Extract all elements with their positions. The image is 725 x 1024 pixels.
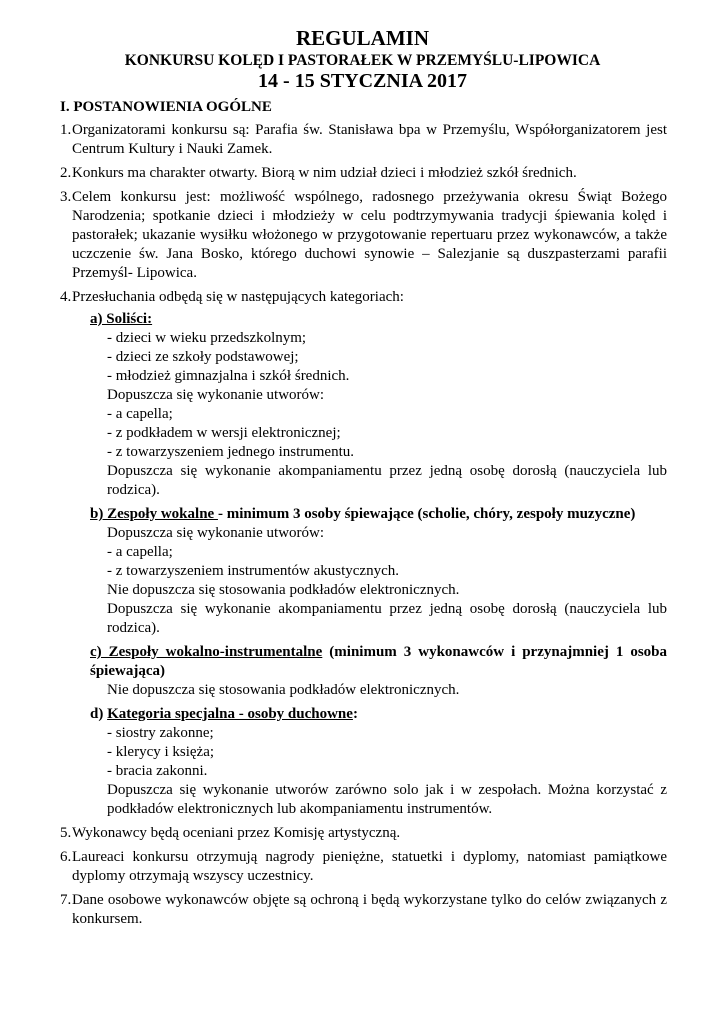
list-item-7 <box>60 891 667 929</box>
category-b-body <box>107 524 667 638</box>
category-c-body <box>107 681 667 700</box>
document-dates: 14 - 15 STYCZNIA 2017 <box>258 70 467 92</box>
list-item-2 <box>60 164 667 183</box>
category-note: Dopuszcza się wykonanie utworów zarówno solo jak i w zespołach. Można korzystać z podkładów elektronicznych lub akompaniamentu instrumentów. <box>107 782 667 817</box>
category-line: Dopuszcza się wykonanie utworów: <box>107 387 325 403</box>
category-line: - bracia zakonni. <box>107 763 208 779</box>
item-text: Celem konkursu jest: możliwość wspólnego, radosnego przeżywania okresu Świąt Bożego Narodzenia; spotkanie dzieci i młodzieży w celu podtrzymywania tradycji śpiewania kolęd i pastorałek; ukazanie wysiłku włożonego w przygotowanie repertuaru przez wykonawców, a także uczczenie św. Jana Bosko, którego duchowi synowie – Salezjanie są duszpasterzami parafii Przemyśl- Lipowica. <box>72 189 667 281</box>
item-number: 6. <box>60 849 72 865</box>
list-item-1 <box>60 121 667 159</box>
category-line: Nie dopuszcza się stosowania podkładów elektronicznych. <box>107 682 460 698</box>
item-text: Wykonawcy będą oceniani przez Komisję artystyczną. <box>72 825 401 841</box>
section-heading: I. POSTANOWIENIA OGÓLNE <box>60 99 272 115</box>
category-line: - dzieci ze szkoły podstawowej; <box>107 349 299 365</box>
list-item-6 <box>60 848 667 886</box>
category-line: - a capella; <box>107 544 173 560</box>
list-item-5 <box>60 824 667 843</box>
item-text: Laureaci konkursu otrzymują nagrody pieniężne, statuetki i dyplomy, natomiast pamiątkowe dyplomy otrzymają wszyscy uczestnicy. <box>72 849 667 884</box>
category-b-title: b) Zespoły wokalne <box>90 506 218 522</box>
category-a-body <box>107 329 667 500</box>
category-a <box>90 310 667 500</box>
category-c-title-rest: (minimum 3 wykonawców i przynajmniej 1 osoba śpiewająca) <box>90 644 668 679</box>
category-line: - młodzież gimnazjalna i szkół średnich. <box>107 368 350 384</box>
document-title: REGULAMIN <box>295 26 429 50</box>
category-d-title-rest: : <box>352 706 358 722</box>
category-line: - siostry zakonne; <box>107 725 214 741</box>
category-note: Dopuszcza się wykonanie akompaniamentu przez jedną osobę dorosłą (nauczyciela lub rodzica). <box>107 463 667 498</box>
category-line: - z podkładem w wersji elektronicznej; <box>107 425 341 441</box>
item-number: 3. <box>60 189 72 205</box>
item-text: Przesłuchania odbędą się w następujących kategoriach: <box>72 289 404 305</box>
category-d-body <box>107 724 667 819</box>
document-body <box>60 121 667 934</box>
document-subtitle: KONKURSU KOLĘD I PASTORAŁEK W PRZEMYŚLU-LIPOWICA <box>124 52 601 69</box>
category-line: Nie dopuszcza się stosowania podkładów elektronicznych. <box>107 582 460 598</box>
category-d <box>90 705 667 819</box>
category-b <box>90 505 667 638</box>
category-a-title: a) Soliści: <box>90 311 153 327</box>
category-line: - klerycy i księża; <box>107 744 215 760</box>
category-line: - z towarzyszeniem jednego instrumentu. <box>107 444 355 460</box>
category-c <box>90 643 667 700</box>
category-b-title-rest: - minimum 3 osoby śpiewające (scholie, chóry, zespoły muzyczne) <box>217 506 636 522</box>
item-text: Konkurs ma charakter otwarty. Biorą w nim udział dzieci i młodzież szkół średnich. <box>72 165 577 181</box>
item-number: 7. <box>60 892 72 908</box>
category-line: Dopuszcza się wykonanie utworów: <box>107 525 325 541</box>
category-note: Dopuszcza się wykonanie akompaniamentu przez jedną osobę dorosłą (nauczyciela lub rodzica). <box>107 601 667 636</box>
list-item-4 <box>60 288 667 819</box>
item-number: 2. <box>60 165 72 181</box>
category-d-title: Kategoria specjalna - osoby duchowne <box>107 706 353 722</box>
item-text: Dane osobowe wykonawców objęte są ochroną i będą wykorzystane tylko do celów związanych z konkursem. <box>72 892 667 927</box>
category-line: - z towarzyszeniem instrumentów akustycznych. <box>107 563 399 579</box>
item-number: 5. <box>60 825 72 841</box>
category-line: - dzieci w wieku przedszkolnym; <box>107 330 307 346</box>
item-text: Organizatorami konkursu są: Parafia św. Stanisława bpa w Przemyślu, Współorganizatorem jest Centrum Kultury i Nauki Zamek. <box>72 122 667 157</box>
category-line: - a capella; <box>107 406 173 422</box>
list-item-3 <box>60 188 667 283</box>
item-number: 1. <box>60 122 72 138</box>
category-d-prefix: d) <box>90 706 108 722</box>
item-number: 4. <box>60 289 72 305</box>
category-c-title: c) Zespoły wokalno-instrumentalne <box>90 644 323 660</box>
